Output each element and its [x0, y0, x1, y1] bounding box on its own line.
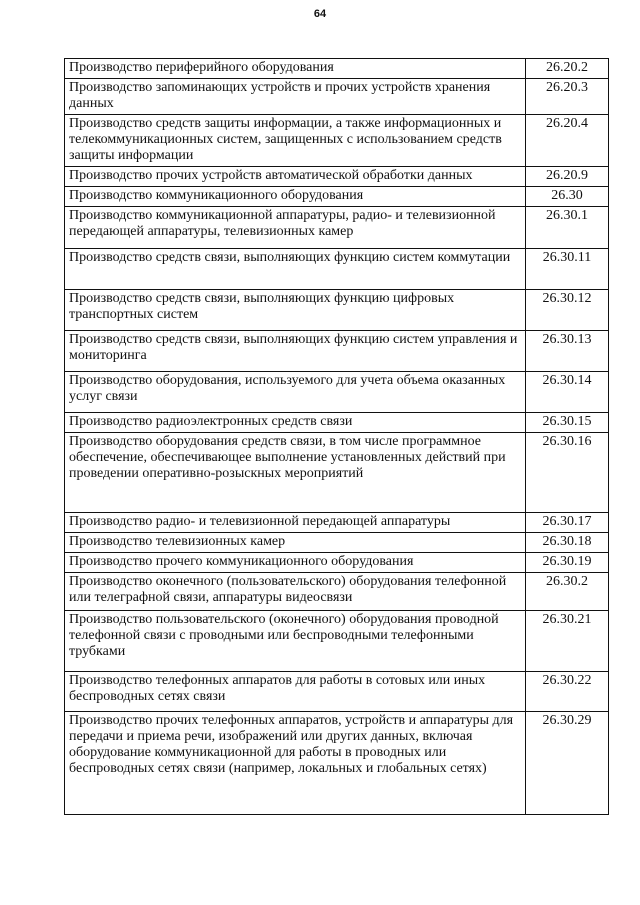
table-row: [65, 611, 609, 672]
table-row: [65, 115, 609, 167]
row-code: 26.30.21: [526, 611, 609, 672]
table-row: [65, 372, 609, 413]
row-description: Производство прочих устройств автоматической обработки данных: [65, 167, 526, 187]
row-description: Производство прочих телефонных аппаратов, устройств и аппаратуры для передачи и приема речи, изображений или других данных, включая оборудование коммуникационной для работы в проводных или беспроводных сетях связи (например, локальных и глобальных сетях): [65, 712, 526, 815]
row-description: Производство радиоэлектронных средств связи: [65, 413, 526, 433]
row-description: Производство оборудования средств связи, в том числе программное обеспечение, обеспечивающее выполнение установленных действий при проведении оперативно-розыскных мероприятий: [65, 433, 526, 513]
row-description: Производство средств связи, выполняющих функцию систем управления и мониторинга: [65, 331, 526, 372]
row-description: Производство средств связи, выполняющих функцию систем коммутации: [65, 249, 526, 290]
row-description: Производство оборудования, используемого для учета объема оказанных услуг связи: [65, 372, 526, 413]
table-row: [65, 433, 609, 513]
row-code: 26.30.19: [526, 553, 609, 573]
row-description: Производство пользовательского (оконечного) оборудования проводной телефонной связи с проводными или беспроводными телефонными трубками: [65, 611, 526, 672]
table-row: [65, 79, 609, 115]
row-code: 26.30.29: [526, 712, 609, 815]
row-code: 26.30.1: [526, 207, 609, 249]
row-code: 26.30.16: [526, 433, 609, 513]
table-row: [65, 513, 609, 533]
row-code: 26.30.2: [526, 573, 609, 611]
row-description: Производство оконечного (пользовательского) оборудования телефонной или телеграфной связи, аппаратуры видеосвязи: [65, 573, 526, 611]
table-row: [65, 249, 609, 290]
row-code: 26.20.2: [526, 59, 609, 79]
table-row: [65, 59, 609, 79]
table-row: [65, 413, 609, 433]
row-description: Производство средств защиты информации, а также информационных и телекоммуникационных систем, защищенных с использованием средств защиты информации: [65, 115, 526, 167]
row-code: 26.20.9: [526, 167, 609, 187]
row-description: Производство средств связи, выполняющих функцию цифровых транспортных систем: [65, 290, 526, 331]
row-description: Производство телефонных аппаратов для работы в сотовых или иных беспроводных сетях связи: [65, 672, 526, 712]
classification-table: [64, 58, 609, 815]
classification-table-body: [65, 59, 609, 815]
table-row: [65, 672, 609, 712]
row-code: 26.30.13: [526, 331, 609, 372]
table-row: [65, 533, 609, 553]
table-row: [65, 167, 609, 187]
row-description: Производство запоминающих устройств и прочих устройств хранения данных: [65, 79, 526, 115]
page-number: 64: [313, 8, 327, 20]
row-description: Производство коммуникационного оборудования: [65, 187, 526, 207]
table-row: [65, 290, 609, 331]
row-code: 26.30.22: [526, 672, 609, 712]
row-code: 26.30.14: [526, 372, 609, 413]
table-row: [65, 573, 609, 611]
row-code: 26.20.4: [526, 115, 609, 167]
row-code: 26.30.12: [526, 290, 609, 331]
table-row: [65, 207, 609, 249]
row-description: Производство телевизионных камер: [65, 533, 526, 553]
row-description: Производство коммуникационной аппаратуры, радио- и телевизионной передающей аппаратуры, телевизионных камер: [65, 207, 526, 249]
row-code: 26.30.15: [526, 413, 609, 433]
row-code: 26.30: [526, 187, 609, 207]
table-row: [65, 187, 609, 207]
row-code: 26.20.3: [526, 79, 609, 115]
table-row: [65, 553, 609, 573]
row-code: 26.30.17: [526, 513, 609, 533]
row-code: 26.30.11: [526, 249, 609, 290]
row-code: 26.30.18: [526, 533, 609, 553]
table-row: [65, 712, 609, 815]
row-description: Производство прочего коммуникационного оборудования: [65, 553, 526, 573]
row-description: Производство радио- и телевизионной передающей аппаратуры: [65, 513, 526, 533]
row-description: Производство периферийного оборудования: [65, 59, 526, 79]
table-row: [65, 331, 609, 372]
